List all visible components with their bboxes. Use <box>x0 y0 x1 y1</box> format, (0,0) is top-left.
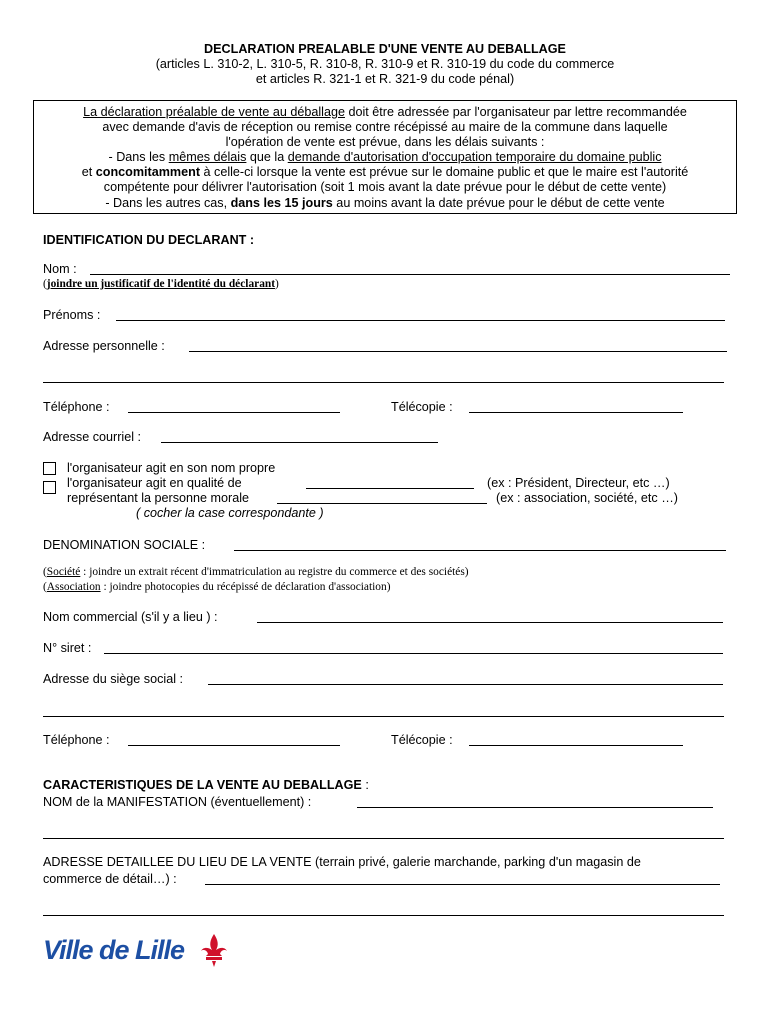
notice-line-3: l'opération de vente est prévue, dans les délais suivants : <box>225 135 545 149</box>
personne-morale-examples: (ex : association, société, etc …) <box>496 491 678 505</box>
nom-commercial-label: Nom commercial (s'il y a lieu ) : <box>43 610 218 624</box>
representant-label: représentant la personne morale <box>67 491 250 505</box>
notice-l4-c: que la <box>246 150 288 164</box>
legal-references-line2: et articles R. 321-1 et R. 321-9 du code pénal) <box>255 72 515 86</box>
courriel-field[interactable] <box>161 442 438 443</box>
lieu-label-line1: ADRESSE DETAILLEE DU LIEU DE LA VENTE (terrain privé, galerie marchande, parking d'un magasin de <box>43 855 641 869</box>
adresse-personnelle-label: Adresse personnelle : <box>43 339 165 353</box>
siege-field[interactable] <box>208 684 723 685</box>
checkbox-nom-propre[interactable] <box>43 462 56 475</box>
nom-commercial-field[interactable] <box>257 622 723 623</box>
siege-label: Adresse du siège social : <box>43 672 184 686</box>
societe-word: Société <box>46 566 81 578</box>
lieu-field-2[interactable] <box>43 915 724 916</box>
lieu-field[interactable] <box>205 884 720 885</box>
company-telephone-label: Téléphone : <box>43 733 110 747</box>
adresse-personnelle-field[interactable] <box>189 351 727 352</box>
association-note: (Association : joindre photocopies du récépissé de déclaration d'association) <box>43 581 391 593</box>
notice-l4-a: - Dans les <box>108 150 169 164</box>
company-telephone-field[interactable] <box>128 745 340 746</box>
notice-l7-b: dans les 15 jours <box>230 196 333 210</box>
telecopie-field[interactable] <box>469 412 683 413</box>
notice-l4-b: mêmes délais <box>168 150 247 164</box>
manifestation-label: NOM de la MANIFESTATION (éventuellement) : <box>43 795 312 809</box>
siret-field[interactable] <box>104 653 723 654</box>
notice-l4-d: demande d'autorisation d'occupation temporaire du domaine public <box>287 150 662 164</box>
legal-references-line1: (articles L. 310-2, L. 310-5, R. 310-8, R. 310-9 et R. 310-19 du code du commerce <box>155 57 615 71</box>
sale-heading <box>43 778 369 792</box>
manifestation-field[interactable] <box>357 807 713 808</box>
notice-line-2: avec demande d'avis de réception ou remise contre récépissé au maire de la commune dans laquelle <box>102 120 668 134</box>
nom-note: (joindre un justificatif de l'identité du déclarant) <box>43 278 279 290</box>
personne-morale-field[interactable] <box>277 503 487 504</box>
company-telecopie-field[interactable] <box>469 745 683 746</box>
denomination-label: DENOMINATION SOCIALE : <box>43 538 206 552</box>
ville-de-lille-logo: Ville de Lille <box>43 935 185 965</box>
siege-field-2[interactable] <box>43 716 724 717</box>
notice-line-7 <box>0 196 770 210</box>
nom-field[interactable] <box>90 274 730 275</box>
courriel-label: Adresse courriel : <box>43 430 141 444</box>
prenoms-field[interactable] <box>116 320 725 321</box>
checkbox-instruction: ( cocher la case correspondante ) <box>136 506 324 520</box>
notice-l1-a: La déclaration préalable de vente au déballage <box>83 105 345 119</box>
page-title: DECLARATION PREALABLE D'UNE VENTE AU DEBALLAGE <box>204 42 566 56</box>
societe-note: (Société : joindre un extrait récent d'immatriculation au registre du commerce et des sociétés) <box>43 566 469 578</box>
qualite-field[interactable] <box>306 488 474 489</box>
notice-line-6: compétente pour délivrer l'autorisation (soit 1 mois avant la date prévue pour le début de cette vente) <box>103 180 667 194</box>
checkbox-qualite[interactable] <box>43 481 56 494</box>
denomination-field[interactable] <box>234 550 726 551</box>
sale-heading-text: CARACTERISTIQUES DE LA VENTE AU DEBALLAGE <box>43 778 362 792</box>
notice-line-4 <box>0 150 770 164</box>
notice-l7-c: au moins avant la date prévue pour le début de cette vente <box>332 196 665 210</box>
telephone-field[interactable] <box>128 412 340 413</box>
identification-heading: IDENTIFICATION DU DECLARANT : <box>43 233 255 247</box>
company-telecopie-label: Télécopie : <box>391 733 453 747</box>
notice-l5-b: concomitamment <box>95 165 201 179</box>
societe-note-text: : joindre un extrait récent d'immatriculation au registre du commerce et des sociétés) <box>80 566 469 578</box>
sale-heading-colon: : <box>361 778 369 792</box>
nom-label: Nom : <box>43 262 77 276</box>
siret-label: N° siret : <box>43 641 92 655</box>
notice-line-5 <box>0 165 770 179</box>
fleur-de-lys-icon <box>197 932 231 968</box>
notice-l1-b: doit être adressée par l'organisateur par lettre recommandée <box>344 105 687 119</box>
notice-l5-c: à celle-ci lorsque la vente est prévue sur le domaine public et que le maire est l'autorité <box>200 165 689 179</box>
telephone-label: Téléphone : <box>43 400 110 414</box>
notice-l7-a: - Dans les autres cas, <box>105 196 231 210</box>
nom-note-text: joindre un justificatif de l'identité du déclarant <box>46 278 276 290</box>
association-note-text: : joindre photocopies du récépissé de déclaration d'association) <box>100 581 391 593</box>
manifestation-field-2[interactable] <box>43 838 724 839</box>
lieu-label-line2: commerce de détail…) : <box>43 872 177 886</box>
telecopie-label: Télécopie : <box>391 400 453 414</box>
notice-line-1 <box>0 105 770 119</box>
prenoms-label: Prénoms : <box>43 308 101 322</box>
option-nom-propre: l'organisateur agit en son nom propre <box>67 461 276 475</box>
option-qualite-label: l'organisateur agit en qualité de <box>67 476 242 490</box>
qualite-examples: (ex : Président, Directeur, etc …) <box>487 476 670 490</box>
notice-l5-a: et <box>81 165 96 179</box>
association-word: Association <box>46 581 101 593</box>
adresse-personnelle-field-2[interactable] <box>43 382 724 383</box>
